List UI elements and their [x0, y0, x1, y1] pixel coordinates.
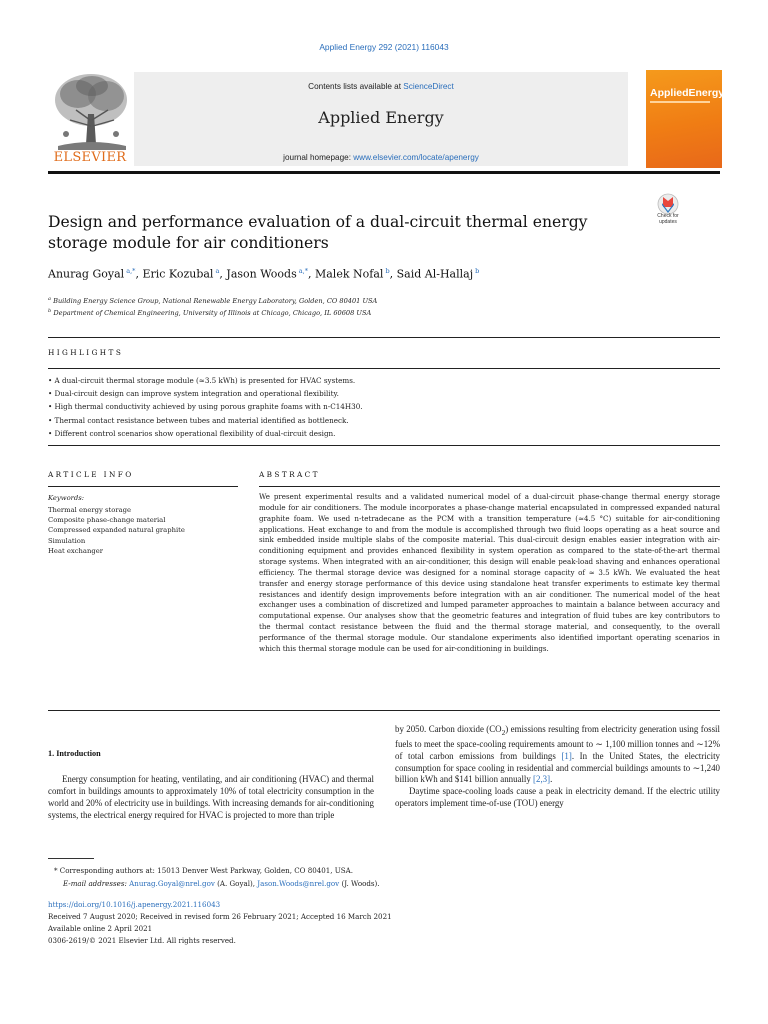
author-name[interactable]: Anurag Goyal — [48, 267, 125, 281]
elsevier-wordmark: ELSEVIER — [53, 150, 127, 165]
contents-available-line — [134, 82, 628, 91]
para-text: by 2050. Carbon dioxide (CO — [395, 724, 502, 734]
author-name[interactable]: Said Al-Hallaj — [396, 267, 474, 281]
keyword-item: Thermal energy storage — [48, 506, 132, 514]
check-for-updates-badge[interactable] — [648, 193, 688, 233]
email-link[interactable]: Anurag.Goyal@nrel.gov — [129, 879, 215, 888]
journal-info-band — [134, 72, 628, 166]
intro-paragraph-continued — [395, 724, 720, 786]
keyword-list — [48, 505, 185, 556]
author-name[interactable]: Jason Woods — [226, 267, 297, 281]
journal-masthead — [48, 70, 725, 174]
highlights-heading: HIGHLIGHTS — [48, 348, 124, 357]
author-separator: , — [135, 267, 143, 281]
received-dates: Received 7 August 2020; Received in revised form 26 February 2021; Accepted 16 March 2021 — [48, 912, 392, 921]
author-name[interactable]: Malek Nofal — [314, 267, 384, 281]
crossmark-label-line-2: updates — [659, 218, 677, 225]
email-owner: (J. Woods). — [339, 879, 380, 888]
highlight-item: • High thermal conductivity achieved by using porous graphite foams with n-C14H30. — [48, 400, 720, 413]
journal-homepage-link[interactable]: www.elsevier.com/locate/apenergy — [353, 153, 479, 162]
intro-paragraph: Daytime space-cooling loads cause a peak in electricity demand. If the electric utility operators implement time-of-use (TOU) energy — [395, 786, 720, 809]
article-info-rule — [48, 486, 238, 487]
author-list — [48, 267, 720, 281]
author-affiliation-marker[interactable]: a,* — [124, 267, 136, 275]
para-text: . In the United States, the electricity consumption for space cooling in residential and commercial buildings amounts to ∼1,240 billion kWh and $141 billion annually — [395, 750, 720, 785]
affiliation-text: Building Energy Science Group, National Renewable Energy Laboratory, Golden, CO 80401 USA — [53, 297, 378, 306]
keywords-label: Keywords: — [48, 494, 85, 502]
sciencedirect-link[interactable]: ScienceDirect — [403, 82, 454, 91]
affiliation-marker: b — [48, 308, 52, 314]
copyright-line: 0306-2619/© 2021 Elsevier Ltd. All rights reserved. — [48, 936, 236, 945]
highlight-item: • Dual-circuit design can improve system integration and operational flexibility. — [48, 387, 720, 400]
contents-prefix: Contents lists available at — [308, 82, 404, 91]
introduction-heading: 1. Introduction — [48, 749, 101, 758]
abstract-rule — [259, 486, 720, 487]
author-separator: , — [307, 267, 315, 281]
journal-name: Applied Energy — [318, 108, 444, 127]
elsevier-tree-logo — [48, 70, 134, 168]
corresponding-author-note: * Corresponding authors at: 15013 Denver West Parkway, Golden, CO 80401, USA. — [54, 866, 354, 875]
author-separator: , — [389, 267, 397, 281]
intro-paragraph: Energy consumption for heating, ventilating, and air conditioning (HVAC) and thermal comfort in buildings amounts to approximately 10% of total electricity consumption in the world and 20% of electricity use in buildings. With increasing demands for air-conditioning systems, the electrical energy required for HVAC is projected to more than triple — [48, 774, 374, 820]
keyword-item: Simulation — [48, 536, 86, 545]
body-column-left — [48, 774, 374, 822]
paper-title: Design and performance evaluation of a dual-circuit thermal energy storage module for air conditioners — [48, 213, 588, 252]
author-separator: , — [219, 267, 227, 281]
subscript: 2 — [501, 727, 506, 737]
author-affiliation-marker[interactable]: a,* — [296, 267, 308, 275]
author-name[interactable]: Eric Kozubal — [142, 267, 214, 281]
keyword-item: Compressed expanded natural graphite — [48, 526, 185, 535]
highlight-item: • Different control scenarios show operational flexibility of dual-circuit design. — [48, 427, 720, 440]
author-affiliation-marker[interactable]: b — [473, 267, 480, 275]
affiliation-marker: a — [48, 296, 51, 302]
email-addresses-note — [63, 879, 380, 888]
affiliation-a — [48, 296, 720, 305]
highlights-rule — [48, 368, 720, 369]
abstract-bottom-rule — [48, 710, 720, 711]
crossmark-icon — [648, 193, 688, 215]
body-column-right — [395, 724, 720, 810]
crossmark-label-line-1: Check for — [657, 213, 679, 219]
doi-link[interactable]: https://doi.org/10.1016/j.apenergy.2021.116043 — [48, 900, 221, 909]
journal-cover-thumbnail[interactable] — [646, 70, 725, 168]
keyword-item: Composite phase-change material — [48, 516, 166, 525]
highlights-list — [48, 374, 720, 440]
para-text: ) emissions resulting from electricity generation using fossil fuels to meet the space-cooling requirements amount to ∼ 1,100 million tonnes and ∼12% of total carbon emissions from buildings — [395, 724, 720, 761]
crossmark-label — [648, 214, 688, 225]
email-owner: (A. Goyal), — [214, 879, 258, 888]
abstract-text: We present experimental results and a validated numerical model of a dual-circuit phase-change thermal energy storage module for air conditioners. The module incorporates a phase-change material encapsulated in compressed expanded natural graphite foam. We used n-tetradecane as the PCM with a transition temperature (≈4.5 °C) suitable for air-conditioning applications. Heat exchange to and from the module is accomplished through two fluid loops operating as a heat source and sink embedded inside multiple slabs of the composite material. This dual-circuit design enables easier integration with air-conditioning equipment and provides enhanced flexibility in system operation as compared to the state-of-the-art thermal storage systems. When integrated with an air-conditioner, this design will enable peak-load shaving and enhances operational efficiency. The thermal storage device was designed for a nominal storage capacity of ≈ 3.5 kWh. We evaluated the heat transfer and energy storage performance of this device using standalone heat transfer experiments to estimate key thermal resistances and identify design improvements before integration with an air conditioner. The numerical model of the heat exchanger uses a combination of discretized and lumped parameter approaches to maintain a balance between accuracy and computational expense. Our analyses show that the geometric features and integration of fluid tubes are key contributors to the thermal contact resistance between the fluid and the thermal storage material, and consequently, to the overall performance of the thermal storage module. Our standalone experiments also identified important operating scenarios in which this thermal storage module can be used for air-conditioning in buildings. — [259, 492, 720, 653]
affiliation-b — [48, 308, 720, 317]
footnote-rule — [48, 858, 94, 859]
journal-homepage-line — [134, 153, 628, 162]
para-text: . — [550, 774, 553, 785]
tree-icon — [48, 70, 134, 152]
citation-link[interactable]: [2,3] — [533, 774, 551, 785]
highlights-top-rule — [48, 337, 720, 338]
highlights-bottom-rule — [48, 445, 720, 446]
article-info-heading: ARTICLE INFO — [48, 470, 134, 479]
available-online-date: Available online 2 April 2021 — [48, 924, 153, 933]
affiliation-text: Department of Chemical Engineering, University of Illinois at Chicago, Chicago, IL 60608 USA — [53, 309, 372, 318]
email-link[interactable]: Jason.Woods@nrel.gov — [257, 879, 340, 888]
cover-subtitle-bar — [650, 101, 710, 103]
abstract-heading: ABSTRACT — [259, 470, 320, 479]
citation-link[interactable]: [1] — [561, 750, 572, 761]
highlight-item: • Thermal contact resistance between tubes and material identified as bottleneck. — [48, 414, 720, 427]
keyword-item: Heat exchanger — [48, 546, 103, 555]
journal-reference-link[interactable]: Applied Energy 292 (2021) 116043 — [319, 42, 449, 52]
author-affiliation-marker[interactable]: a — [213, 267, 220, 275]
email-label: E-mail addresses: — [63, 879, 127, 888]
author-affiliation-marker[interactable]: b — [383, 267, 390, 275]
cover-title: AppliedEnergy — [650, 87, 725, 99]
masthead-rule — [48, 171, 720, 174]
highlight-item: • A dual-circuit thermal storage module (≈3.5 kWh) is presented for HVAC systems. — [48, 374, 720, 387]
homepage-prefix: journal homepage: — [283, 153, 354, 162]
